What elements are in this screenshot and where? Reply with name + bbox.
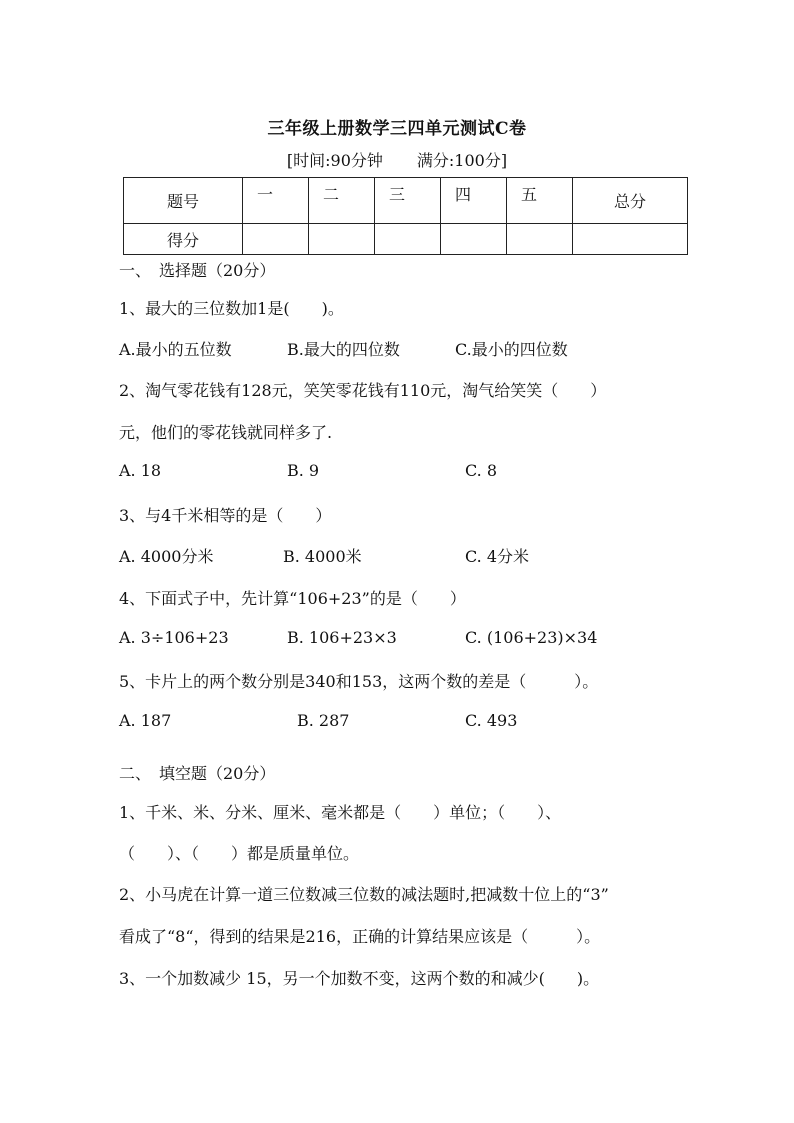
q1-2-option-a: A. 18 xyxy=(119,461,162,480)
q1-2-option-c: C. 8 xyxy=(465,461,498,480)
q1-4-option-c: C. (106+23)×34 xyxy=(465,628,598,647)
question-1-1: 1、最大的三位数加1是( )。 xyxy=(119,299,344,318)
exam-info xyxy=(0,148,794,171)
q1-3-option-a: A. 4000分米 xyxy=(119,547,214,566)
section-1-heading: 一、 选择题（20分） xyxy=(119,261,276,280)
score-cell-2[interactable] xyxy=(309,224,375,255)
q1-1-option-b: B.最大的四位数 xyxy=(287,340,400,359)
q1-4-option-b: B. 106+23×3 xyxy=(287,628,397,647)
score-table xyxy=(123,177,688,255)
question-2-3: 3、一个加数减少 15，另一个加数不变，这两个数的和减少( )。 xyxy=(119,969,600,988)
question-1-2: 2、淘气零花钱有128元，笑笑零花钱有110元，淘气给笑笑（ ） xyxy=(119,381,607,400)
q1-5-option-c: C. 493 xyxy=(465,711,518,730)
header-cell-3: 三 xyxy=(375,178,441,224)
header-cell-total: 总分 xyxy=(573,178,688,224)
exam-time: [时间:90分钟 xyxy=(286,151,383,170)
score-cell-4[interactable] xyxy=(441,224,507,255)
q1-3-option-c: C. 4分米 xyxy=(465,547,530,566)
score-row-label: 得分 xyxy=(124,224,243,255)
q1-4-option-a: A. 3÷106+23 xyxy=(119,628,229,647)
question-2-2-cont: 看成了“8“，得到的结果是216，正确的计算结果应该是（ ）。 xyxy=(119,927,601,946)
question-2-1: 1、千米、米、分米、厘米、毫米都是（ ）单位；（ ）、 xyxy=(119,803,562,822)
q1-2-option-b: B. 9 xyxy=(287,461,320,480)
q1-5-option-b: B. 287 xyxy=(297,711,350,730)
q1-3-option-b: B. 4000米 xyxy=(283,547,362,566)
score-cell-total[interactable] xyxy=(573,224,688,255)
q1-1-option-a: A.最小的五位数 xyxy=(119,340,232,359)
score-cell-3[interactable] xyxy=(375,224,441,255)
score-cell-5[interactable] xyxy=(507,224,573,255)
header-cell-1: 一 xyxy=(243,178,309,224)
header-cell-5: 五 xyxy=(507,178,573,224)
question-1-3: 3、与4千米相等的是（ ） xyxy=(119,506,332,525)
question-1-4: 4、下面式子中，先计算“106+23”的是（ ） xyxy=(119,589,466,608)
section-2-heading: 二、 填空题（20分） xyxy=(119,764,276,783)
question-1-5: 5、卡片上的两个数分别是340和153，这两个数的差是（ ）。 xyxy=(119,672,599,691)
q1-5-option-a: A. 187 xyxy=(119,711,172,730)
header-cell-question-no: 题号 xyxy=(124,178,243,224)
score-table-score-row xyxy=(124,224,688,255)
q1-1-option-c: C.最小的四位数 xyxy=(455,340,568,359)
page-title: 三年级上册数学三四单元测试C卷 xyxy=(267,119,527,139)
header-cell-2: 二 xyxy=(309,178,375,224)
question-1-2-cont: 元，他们的零花钱就同样多了. xyxy=(119,423,333,442)
question-2-2: 2、小马虎在计算一道三位数减三位数的减法题时,把减数十位上的“3” xyxy=(119,885,609,904)
exam-full-score: 满分:100分] xyxy=(416,151,508,170)
score-cell-1[interactable] xyxy=(243,224,309,255)
score-table-header-row xyxy=(124,178,688,224)
header-cell-4: 四 xyxy=(441,178,507,224)
question-2-1-cont: （ ）、（ ）都是质量单位。 xyxy=(119,844,360,863)
